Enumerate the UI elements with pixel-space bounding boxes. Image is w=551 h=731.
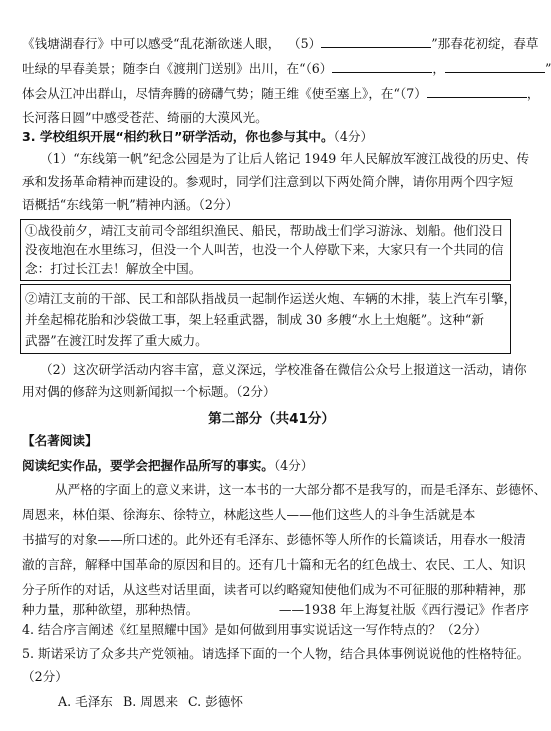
q3-heading-text: 3. 学校组织开展“相约秋日”研学活动，你也参与其中。 bbox=[22, 129, 334, 144]
passage-source: ——1938 年上海复社版《西行漫记》作者序 bbox=[278, 602, 529, 617]
passage-line: 周恩来，林伯渠、徐海东、徐特立，林彪这些人——他们这些人的斗争生活就是本 bbox=[22, 507, 476, 522]
reading-intro-score: （4分） bbox=[273, 458, 314, 473]
info-box-2-line: ②靖江支前的干部、民工和部队指战员一起制作运送火炮、车辆的木排，装上汽车引擎， bbox=[25, 291, 517, 306]
q3-sub1-line1: （1）“东线第一帆”纪念公园是为了让后人铭记 1949 年人民解放军渡江战役的历史、传 bbox=[40, 151, 530, 166]
poem-line-1-text: 《钱塘湖春行》中可以感受“乱花渐欲迷人眼， bbox=[22, 36, 281, 51]
blank-5-field[interactable] bbox=[321, 33, 431, 48]
passage-line: 种力量，那种欲望，那种热情。 bbox=[22, 602, 199, 617]
poem-line-3-tail: ， bbox=[526, 86, 540, 101]
reading-intro-text: 阅读纪实作品，要学会把握作品所写的事实。 bbox=[22, 458, 274, 473]
question-4: 4. 结合序言阐述《红星照耀中国》是如何做到用事实说话这一写作特点的？（2分） bbox=[22, 622, 487, 637]
blank-6a-field[interactable] bbox=[332, 58, 432, 73]
question-5-line1: 5. 斯诺采访了众多共产党领袖。请选择下面的一个人物，结合具体事例说说他的性格特征。 bbox=[22, 646, 530, 661]
blank-5-label: （5） bbox=[294, 36, 322, 51]
poem-line-2-tail: ” bbox=[545, 61, 551, 76]
info-box-1-line: 念：打过长江去！解放全中国。 bbox=[25, 261, 202, 276]
passage-line: 分子所作的对话，从这些对话里面，读者可以约略窥知使他们成为不可征服的那种精神，那 bbox=[22, 582, 526, 597]
option-b[interactable]: B. 周恩来 bbox=[123, 694, 179, 709]
passage-line: 澈的言辞，解释中国革命的原因和目的。还有几十篇和无名的红色战士、农民、工人、知识 bbox=[22, 557, 526, 572]
q3-heading bbox=[22, 127, 373, 147]
info-box-2-line: 武器”在渡江时发挥了重大威力。 bbox=[25, 333, 208, 348]
blank-6b-field[interactable] bbox=[445, 58, 545, 73]
info-box-1-line: 没夜地泡在水里练习，但没一个人叫苦，也没一个人停歇下来，大家只有一个共同的信 bbox=[25, 242, 504, 257]
q3-sub1-line3: 语概括“东线第一帆”精神内涵。（2分） bbox=[22, 197, 239, 212]
q3-sub2-line1: （2）这次研学活动内容丰富，意义深远，学校准备在微信公众号上报道这一活动，请你 bbox=[40, 362, 527, 377]
info-box-1 bbox=[20, 219, 511, 281]
reading-intro bbox=[22, 456, 313, 476]
q3-sub1-line2: 承和发扬革命精神而建设的。参观时，同学们注意到以下两处简介牌，请你用两个四字短 bbox=[22, 174, 514, 189]
poem-line-1-tail: ”那春花初绽，春草 bbox=[431, 36, 539, 51]
passage-line: 书描写的对象——所口述的。此外还有毛泽东、彭德怀等人所作的长篇谈话，用春水一般清 bbox=[22, 532, 526, 547]
part2-title: 第二部分（共41分） bbox=[208, 411, 335, 427]
option-c[interactable]: C. 彭德怀 bbox=[188, 694, 243, 709]
option-a[interactable]: A. 毛泽东 bbox=[58, 694, 113, 709]
poem-line-2 bbox=[22, 58, 551, 79]
poem-line-2-text: 吐绿的早春美景；随李白《渡荆门送别》出川，在“（6） bbox=[22, 61, 333, 76]
passage-line: 从严格的字面上的意义来讲，这一本书的一大部分都不是我写的，而是毛泽东、彭德怀、 bbox=[55, 482, 547, 497]
info-box-2 bbox=[20, 284, 517, 354]
q3-sub2-line2: 用对偶的修辞为这则新闻拟一个标题。（2分） bbox=[22, 384, 276, 399]
question-5-line2: （2分） bbox=[22, 669, 68, 684]
q3-score: （4分） bbox=[333, 129, 374, 144]
info-box-2-line: 并垒起棉花胎和沙袋做工事，架上轻重武器，制成 30 多艘“水上土炮艇”。这种“新 bbox=[25, 312, 484, 327]
poem-line-4: 长河落日圆”中感受苍茫、绮丽的大漠风光。 bbox=[22, 110, 268, 125]
poem-line-2-sep: ， bbox=[432, 61, 445, 76]
section-label: 【名著阅读】 bbox=[22, 433, 98, 448]
poem-line-3-text: 体会从江冲出群山，尽情奔腾的磅礴气势；随王维《使至塞上》，在“（7） bbox=[22, 86, 427, 101]
info-box-1-line: ①战役前夕，靖江支前司令部组织渔民、船民，帮助战士们学习游泳、划船。他们没日 bbox=[25, 223, 504, 238]
poem-line-3 bbox=[22, 83, 539, 104]
blank-7-field[interactable] bbox=[427, 83, 527, 98]
poem-line-1 bbox=[22, 33, 538, 54]
